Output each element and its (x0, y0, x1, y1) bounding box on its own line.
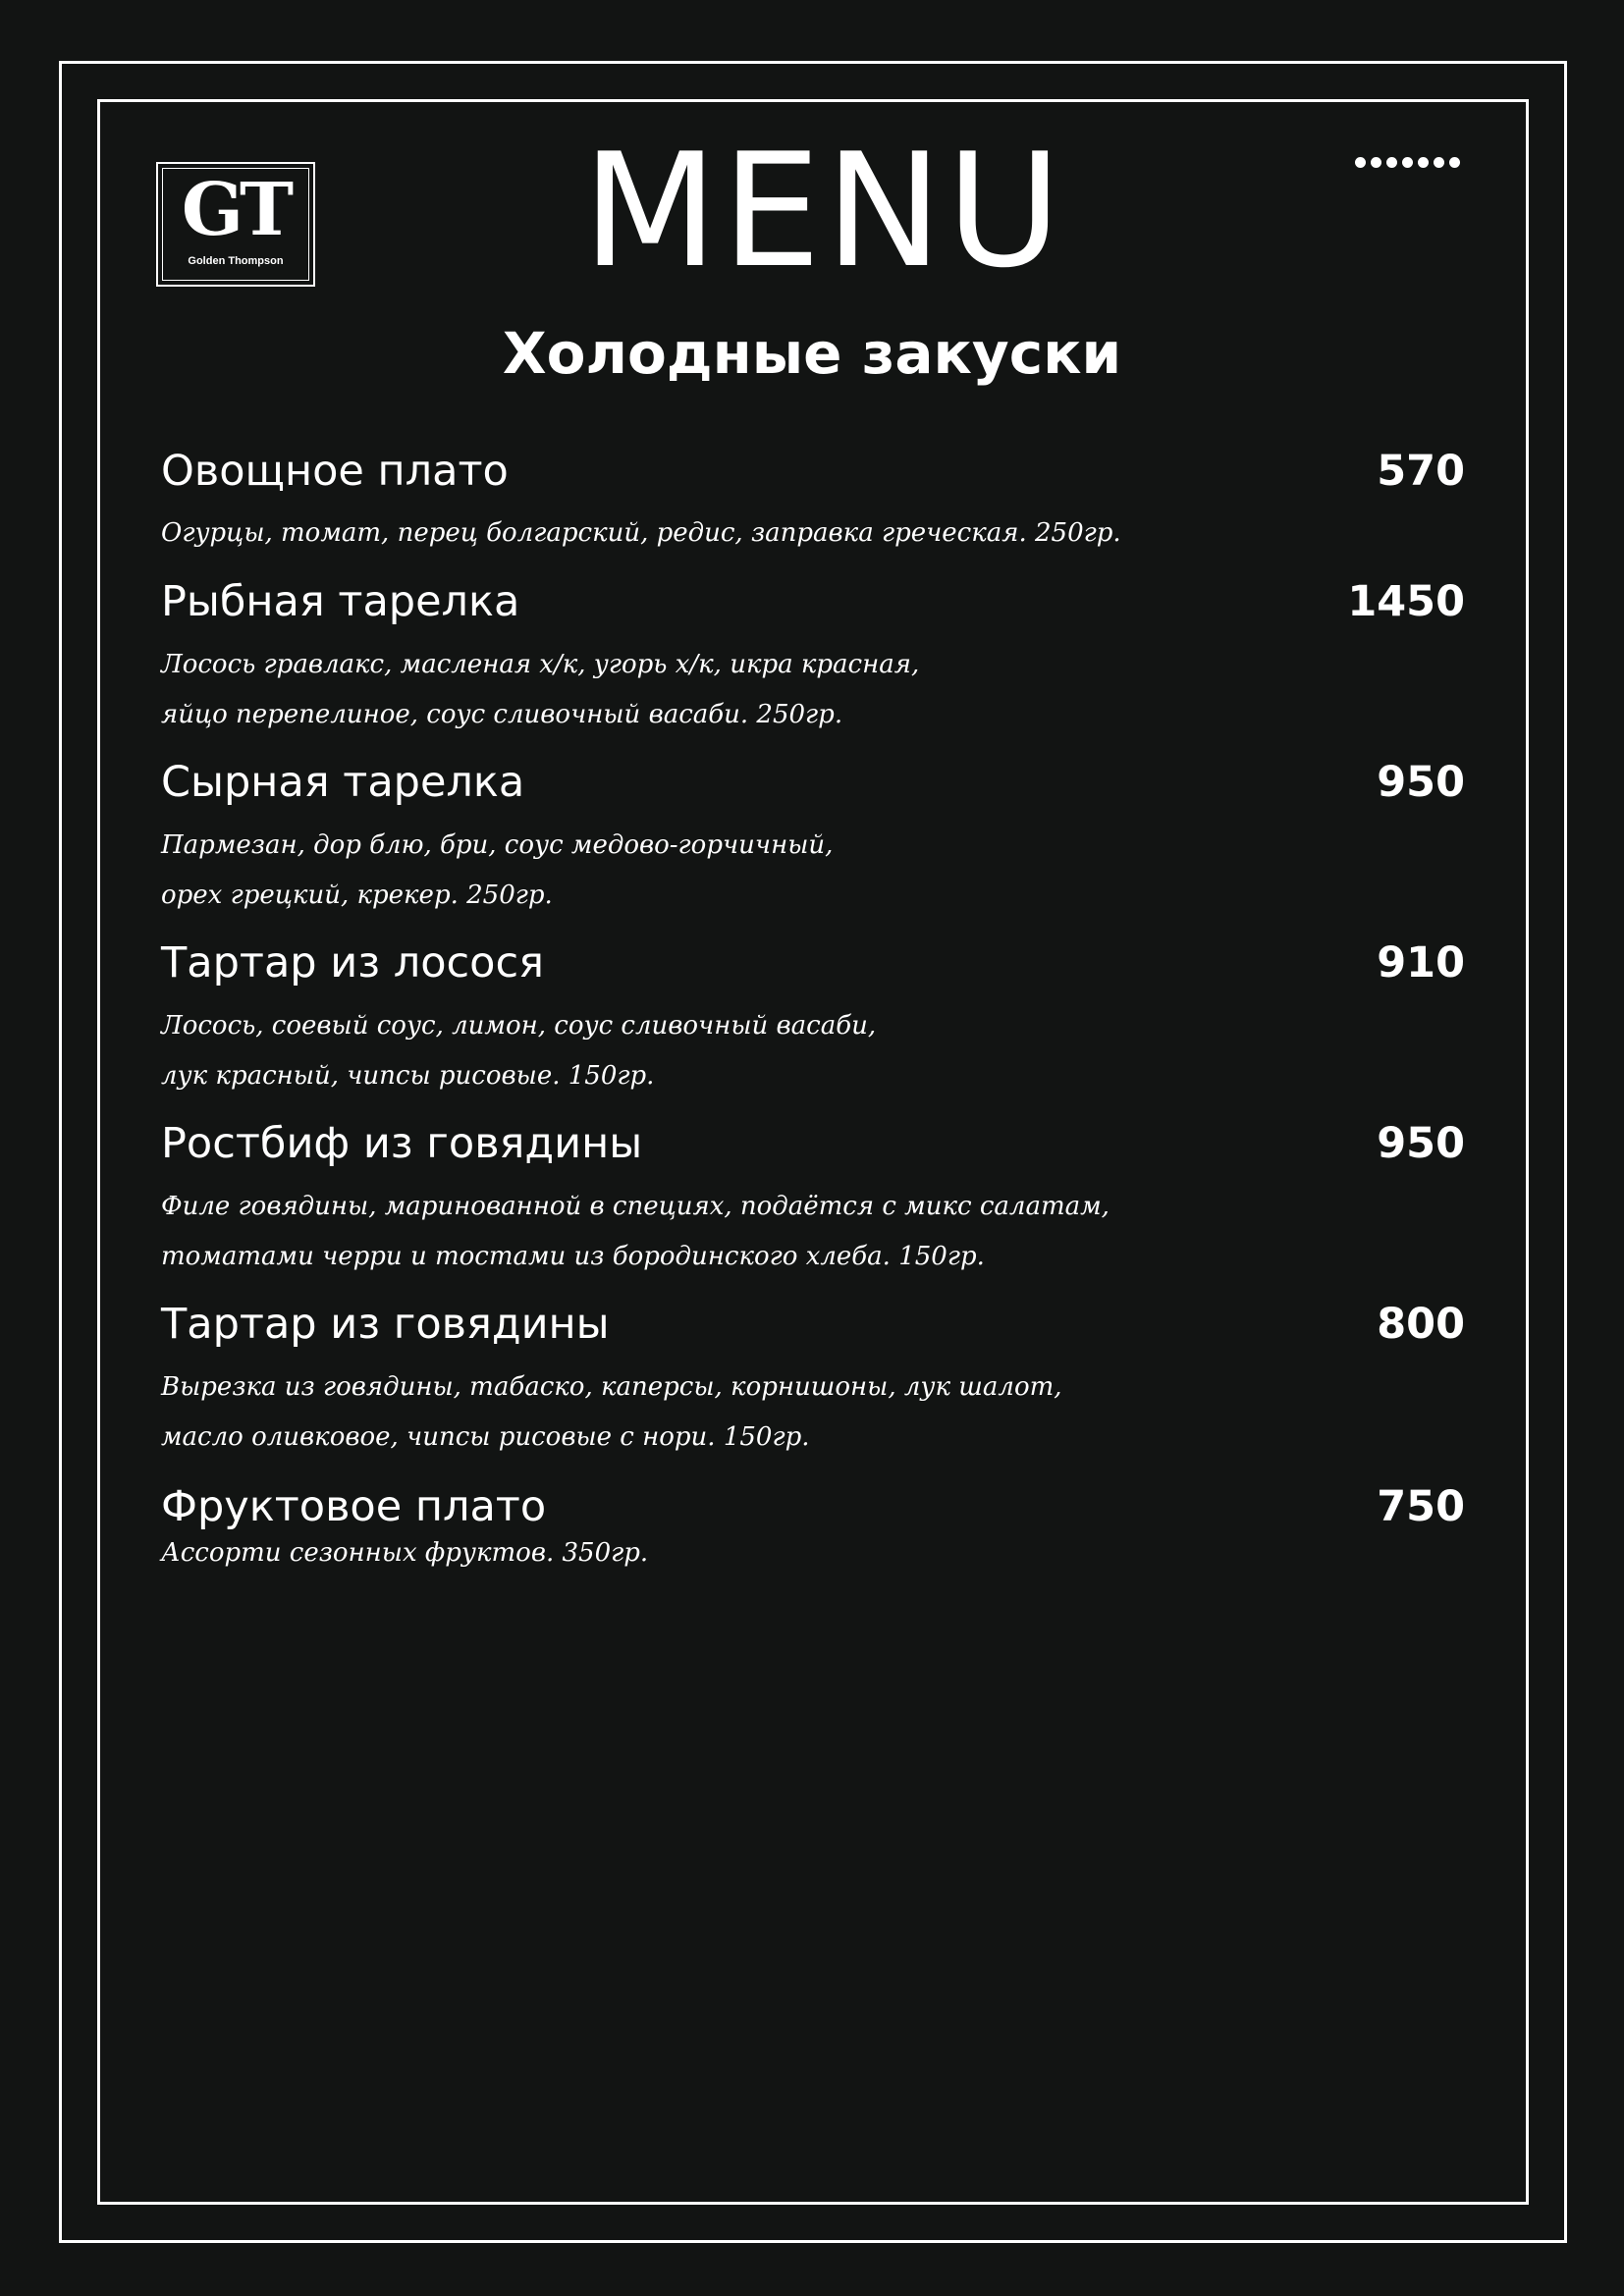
logo-name: Golden Thompson (188, 255, 284, 267)
item-name: Фруктовое плато (161, 1482, 547, 1531)
item-name: Тартар из говядины (161, 1300, 610, 1349)
item-name: Сырная тарелка (161, 758, 525, 807)
item-price: 750 (1377, 1482, 1465, 1531)
logo-mark: GT (181, 168, 291, 252)
item-price: 1450 (1347, 577, 1465, 626)
item-price: 950 (1377, 1119, 1465, 1168)
item-description: Пармезан, дор блю, бри, соус медово-горчичный, (161, 830, 834, 860)
item-price: 800 (1377, 1300, 1465, 1349)
item-description: яйцо перепелиное, соус сливочный васаби. 250гр. (161, 700, 843, 729)
menu-title: MENU (582, 119, 1065, 302)
item-description: Вырезка из говядины, табаско, каперсы, корнишоны, лук шалот, (161, 1372, 1062, 1402)
item-description: Лосось гравлакс, масленая х/к, угорь х/к, икра красная, (161, 650, 920, 679)
item-description: орех грецкий, крекер. 250гр. (161, 881, 553, 910)
item-name: Тартар из лосося (161, 938, 545, 988)
item-name: Рыбная тарелка (161, 577, 520, 626)
section-title: Холодные закуски (502, 320, 1122, 387)
item-description: томатами черри и тостами из бородинского хлеба. 150гр. (161, 1242, 985, 1271)
item-description: масло оливковое, чипсы рисовые с нори. 150гр. (161, 1422, 810, 1452)
item-name: Овощное плато (161, 447, 509, 496)
item-price: 570 (1377, 447, 1465, 496)
item-description: Огурцы, томат, перец болгарский, редис, заправка греческая. 250гр. (161, 518, 1121, 548)
item-name: Ростбиф из говядины (161, 1119, 643, 1168)
item-description: лук красный, чипсы рисовые. 150гр. (161, 1061, 655, 1091)
item-description: Филе говядины, маринованной в специях, подаётся с микс салатам, (161, 1192, 1110, 1221)
item-description: Ассорти сезонных фруктов. 350гр. (161, 1538, 649, 1568)
item-price: 910 (1377, 938, 1465, 988)
item-price: 950 (1377, 758, 1465, 807)
item-description: Лосось, соевый соус, лимон, соус сливочный васаби, (161, 1011, 877, 1041)
